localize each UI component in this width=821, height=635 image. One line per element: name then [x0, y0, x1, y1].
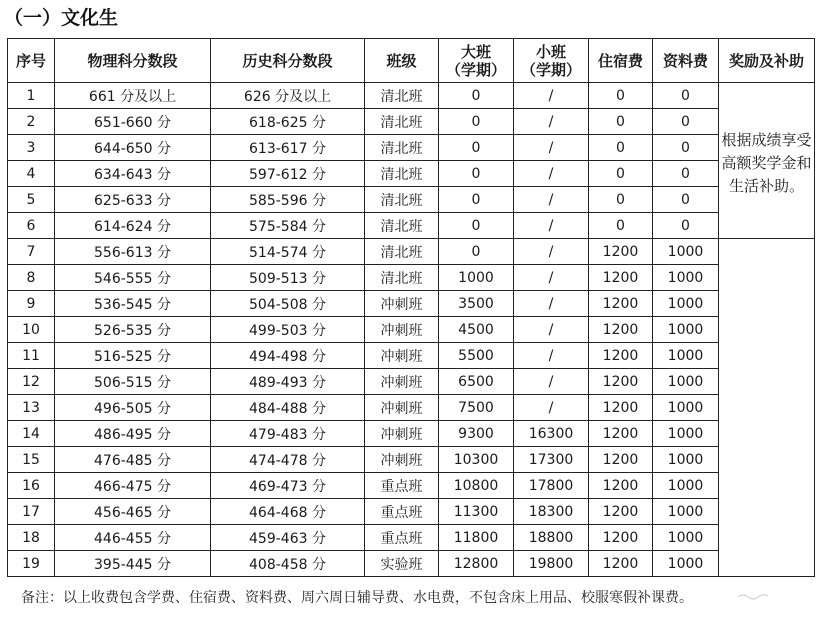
cell-lodging: 1200	[589, 421, 653, 447]
cell-materials: 1000	[653, 551, 719, 577]
cell-history: 585-596 分	[211, 187, 365, 213]
cell-history: 504-508 分	[211, 291, 365, 317]
cell-index: 10	[8, 317, 55, 343]
cell-history: 479-483 分	[211, 421, 365, 447]
cell-lodging: 1200	[589, 525, 653, 551]
cell-class: 冲刺班	[365, 317, 439, 343]
cell-class: 冲刺班	[365, 447, 439, 473]
cell-index: 4	[8, 161, 55, 187]
cell-small-class: /	[514, 187, 589, 213]
table-row	[8, 109, 815, 135]
table-row	[8, 187, 815, 213]
cell-lodging: 1200	[589, 551, 653, 577]
header-small-class-line1: 小班	[535, 42, 566, 61]
table-row	[8, 551, 815, 577]
cell-lodging: 1200	[589, 447, 653, 473]
watermark-mark	[737, 592, 771, 600]
cell-history: 499-503 分	[211, 317, 365, 343]
cell-materials: 1000	[653, 395, 719, 421]
cell-materials: 1000	[653, 447, 719, 473]
cell-history: 575-584 分	[211, 213, 365, 239]
cell-physics: 614-624 分	[55, 213, 211, 239]
cell-big-class: 0	[439, 239, 514, 265]
cell-physics: 466-475 分	[55, 473, 211, 499]
cell-class: 清北班	[365, 213, 439, 239]
cell-index: 17	[8, 499, 55, 525]
table-row	[8, 421, 815, 447]
table-row	[8, 525, 815, 551]
cell-big-class: 5500	[439, 343, 514, 369]
cell-big-class: 10300	[439, 447, 514, 473]
cell-lodging: 0	[589, 213, 653, 239]
cell-history: 618-625 分	[211, 109, 365, 135]
cell-history: 484-488 分	[211, 395, 365, 421]
cell-class: 冲刺班	[365, 395, 439, 421]
cell-class: 清北班	[365, 187, 439, 213]
table-row	[8, 499, 815, 525]
cell-small-class: /	[514, 83, 589, 109]
cell-big-class: 0	[439, 109, 514, 135]
table-row	[8, 291, 815, 317]
cell-lodging: 1200	[589, 395, 653, 421]
header-class: 班级	[365, 39, 439, 83]
cell-index: 16	[8, 473, 55, 499]
header-big-class-line2: （学期）	[445, 60, 506, 79]
cell-materials: 0	[653, 109, 719, 135]
cell-materials: 0	[653, 83, 719, 109]
cell-small-class: 16300	[514, 421, 589, 447]
cell-materials: 1000	[653, 239, 719, 265]
table-body	[8, 83, 815, 577]
cell-materials: 1000	[653, 317, 719, 343]
header-big-class-line1: 大班	[460, 42, 491, 61]
cell-lodging: 1200	[589, 343, 653, 369]
header-index: 序号	[8, 39, 55, 83]
header-lodging: 住宿费	[589, 39, 653, 83]
cell-history: 509-513 分	[211, 265, 365, 291]
cell-physics: 506-515 分	[55, 369, 211, 395]
cell-big-class: 3500	[439, 291, 514, 317]
header-big-class	[439, 39, 514, 83]
cell-index: 12	[8, 369, 55, 395]
cell-history: 474-478 分	[211, 447, 365, 473]
cell-big-class: 6500	[439, 369, 514, 395]
header-small-class-line2: （学期）	[520, 60, 581, 79]
header-materials: 资料费	[653, 39, 719, 83]
cell-history: 494-498 分	[211, 343, 365, 369]
cell-class: 冲刺班	[365, 291, 439, 317]
cell-big-class: 1000	[439, 265, 514, 291]
header-history: 历史科分数段	[211, 39, 365, 83]
cell-history: 626 分及以上	[211, 83, 365, 109]
cell-small-class: /	[514, 109, 589, 135]
cell-small-class: /	[514, 135, 589, 161]
cell-bonus-empty	[719, 239, 815, 577]
cell-physics: 516-525 分	[55, 343, 211, 369]
cell-materials: 1000	[653, 421, 719, 447]
cell-class: 清北班	[365, 135, 439, 161]
cell-big-class: 0	[439, 213, 514, 239]
section-title: （一）文化生	[4, 7, 119, 29]
cell-lodging: 1200	[589, 265, 653, 291]
cell-physics: 644-650 分	[55, 135, 211, 161]
cell-physics: 634-643 分	[55, 161, 211, 187]
cell-big-class: 0	[439, 187, 514, 213]
cell-big-class: 0	[439, 83, 514, 109]
table-row	[8, 83, 815, 109]
cell-physics: 546-555 分	[55, 265, 211, 291]
cell-small-class: 17300	[514, 447, 589, 473]
cell-physics: 651-660 分	[55, 109, 211, 135]
cell-lodging: 1200	[589, 473, 653, 499]
cell-class: 清北班	[365, 109, 439, 135]
cell-big-class: 11800	[439, 525, 514, 551]
cell-history: 613-617 分	[211, 135, 365, 161]
cell-lodging: 0	[589, 135, 653, 161]
cell-history: 514-574 分	[211, 239, 365, 265]
cell-index: 11	[8, 343, 55, 369]
cell-small-class: /	[514, 213, 589, 239]
cell-index: 9	[8, 291, 55, 317]
cell-big-class: 0	[439, 161, 514, 187]
cell-index: 2	[8, 109, 55, 135]
cell-materials: 1000	[653, 343, 719, 369]
table-row	[8, 161, 815, 187]
cell-physics: 526-535 分	[55, 317, 211, 343]
cell-big-class: 4500	[439, 317, 514, 343]
cell-history: 408-458 分	[211, 551, 365, 577]
cell-physics: 486-495 分	[55, 421, 211, 447]
cell-physics: 661 分及以上	[55, 83, 211, 109]
cell-materials: 0	[653, 187, 719, 213]
cell-history: 459-463 分	[211, 525, 365, 551]
cell-small-class: /	[514, 265, 589, 291]
table-row	[8, 395, 815, 421]
cell-index: 1	[8, 83, 55, 109]
table-row	[8, 135, 815, 161]
cell-small-class: /	[514, 317, 589, 343]
cell-materials: 1000	[653, 525, 719, 551]
cell-index: 18	[8, 525, 55, 551]
cell-small-class: /	[514, 343, 589, 369]
cell-small-class: 17800	[514, 473, 589, 499]
cell-small-class: /	[514, 239, 589, 265]
cell-big-class: 12800	[439, 551, 514, 577]
cell-physics: 446-455 分	[55, 525, 211, 551]
cell-lodging: 1200	[589, 317, 653, 343]
table-row	[8, 369, 815, 395]
cell-physics: 395-445 分	[55, 551, 211, 577]
cell-history: 489-493 分	[211, 369, 365, 395]
cell-history: 464-468 分	[211, 499, 365, 525]
cell-small-class: /	[514, 161, 589, 187]
cell-lodging: 0	[589, 109, 653, 135]
cell-materials: 0	[653, 213, 719, 239]
cell-class: 冲刺班	[365, 421, 439, 447]
cell-materials: 1000	[653, 473, 719, 499]
cell-index: 15	[8, 447, 55, 473]
cell-bonus-text: 根据成绩享受高额奖学金和生活补助。	[719, 83, 815, 239]
table-row	[8, 239, 815, 265]
cell-index: 14	[8, 421, 55, 447]
cell-lodging: 0	[589, 187, 653, 213]
table-row	[8, 343, 815, 369]
cell-physics: 556-613 分	[55, 239, 211, 265]
cell-history: 597-612 分	[211, 161, 365, 187]
table-row	[8, 447, 815, 473]
cell-history: 469-473 分	[211, 473, 365, 499]
cell-big-class: 9300	[439, 421, 514, 447]
cell-class: 清北班	[365, 265, 439, 291]
cell-materials: 1000	[653, 369, 719, 395]
cell-materials: 0	[653, 161, 719, 187]
cell-small-class: /	[514, 291, 589, 317]
cell-class: 清北班	[365, 161, 439, 187]
cell-materials: 1000	[653, 265, 719, 291]
cell-class: 重点班	[365, 499, 439, 525]
cell-physics: 536-545 分	[55, 291, 211, 317]
header-physics: 物理科分数段	[55, 39, 211, 83]
cell-index: 13	[8, 395, 55, 421]
cell-class: 重点班	[365, 473, 439, 499]
cell-class: 冲刺班	[365, 343, 439, 369]
cell-index: 5	[8, 187, 55, 213]
cell-materials: 0	[653, 135, 719, 161]
cell-materials: 1000	[653, 499, 719, 525]
cell-small-class: 18800	[514, 525, 589, 551]
cell-big-class: 10800	[439, 473, 514, 499]
cell-class: 重点班	[365, 525, 439, 551]
cell-physics: 496-505 分	[55, 395, 211, 421]
cell-index: 6	[8, 213, 55, 239]
table-row	[8, 317, 815, 343]
cell-class: 清北班	[365, 239, 439, 265]
cell-big-class: 7500	[439, 395, 514, 421]
cell-physics: 476-485 分	[55, 447, 211, 473]
cell-small-class: 19800	[514, 551, 589, 577]
header-row	[8, 39, 815, 83]
header-small-class	[514, 39, 589, 83]
cell-big-class: 11300	[439, 499, 514, 525]
cell-lodging: 0	[589, 161, 653, 187]
cell-big-class: 0	[439, 135, 514, 161]
fee-table	[7, 38, 815, 577]
cell-lodging: 1200	[589, 291, 653, 317]
cell-lodging: 1200	[589, 499, 653, 525]
cell-materials: 1000	[653, 291, 719, 317]
cell-lodging: 1200	[589, 239, 653, 265]
cell-index: 3	[8, 135, 55, 161]
cell-lodging: 1200	[589, 369, 653, 395]
cell-physics: 456-465 分	[55, 499, 211, 525]
table-row	[8, 265, 815, 291]
cell-small-class: 18300	[514, 499, 589, 525]
table-row	[8, 213, 815, 239]
cell-class: 冲刺班	[365, 369, 439, 395]
cell-index: 8	[8, 265, 55, 291]
cell-index: 19	[8, 551, 55, 577]
cell-index: 7	[8, 239, 55, 265]
cell-class: 实验班	[365, 551, 439, 577]
cell-physics: 625-633 分	[55, 187, 211, 213]
cell-small-class: /	[514, 369, 589, 395]
cell-lodging: 0	[589, 83, 653, 109]
footnote: 备注：以上收费包含学费、住宿费、资料费、周六周日辅导费、水电费，不包含床上用品、校服寒假补课费。	[21, 590, 693, 606]
cell-small-class: /	[514, 395, 589, 421]
table-row	[8, 473, 815, 499]
header-bonus: 奖励及补助	[719, 39, 815, 83]
cell-class: 清北班	[365, 83, 439, 109]
